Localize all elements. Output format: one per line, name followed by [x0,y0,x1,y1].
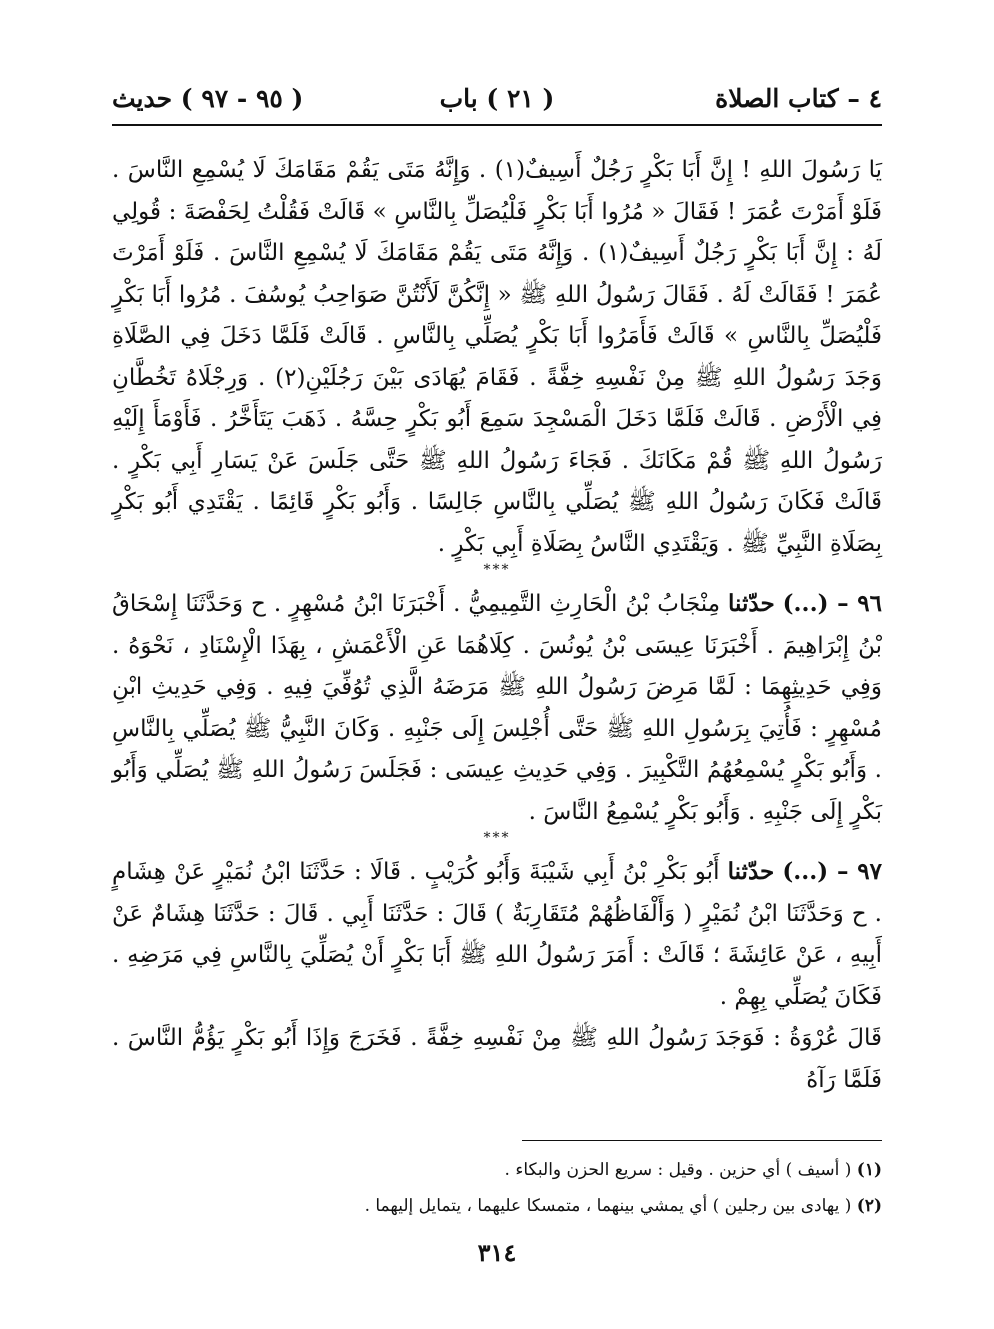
hadith-opening: حدّثنا [727,858,775,885]
hadith-96 [112,583,882,833]
footnote [112,1152,882,1188]
running-header [112,78,882,126]
hadith-97-continuation: قَالَ عُرْوَةُ : فَوَجَدَ رَسُولُ اللهِ ﷺ مِنْ نَفْسِهِ خِفَّةً . فَخَرَجَ وَإِذَا أَبُو بَكْرٍ يَؤُمُّ النَّاسَ . فَلَمَّا رَآهُ [112,1025,882,1093]
hadith-text: مِنْجَابُ بْنُ الْحَارِثِ التَّمِيمِيُّ . أَخْبَرَنَا ابْنُ مُسْهِرٍ . ح وَحَدَّثَنَا إِسْحَاقُ بْنُ إِبْرَاهِيمَ . أَخْبَرَنَا عِيسَى بْنُ يُونُسَ . كِلَاهُمَا عَنِ الْأَعْمَشِ ، بِهَذَا الْإِسْنَادِ ، نَحْوَهُ . وَفِي حَدِيثِهِمَا : لَمَّا مَرِضَ رَسُولُ اللهِ ﷺ مَرَضَهُ الَّذِي تُوُفِّيَ فِيهِ . وَفِي حَدِيثِ ابْنِ مُسْهِرٍ : فَأُتِيَ بِرَسُولِ اللهِ ﷺ حَتَّى أُجْلِسَ إِلَى جَنْبِهِ . وَكَانَ النَّبِيُّ ﷺ يُصَلِّي بِالنَّاسِ . وَأَبُو بَكْرٍ يُسْمِعُهُمُ التَّكْبِيرَ . وَفِي حَدِيثِ عِيسَى : فَجَلَسَ رَسُولُ اللهِ ﷺ يُصَلِّي وَأَبُو بَكْرٍ إِلَى جَنْبِهِ . وَأَبُو بَكْرٍ يُسْمِعُ النَّاسَ . [112,591,882,825]
hadith-97 [112,851,882,1018]
hadith-number: ٩٧ – (...) [782,858,882,885]
hadith-text: أَبُو بَكْرِ بْنُ أَبِي شَيْبَةَ وَأَبُو كُرَيْبٍ . قَالَا : حَدَّثَنَا ابْنُ نُمَيْرٍ عَنْ هِشَامٍ . ح وَحَدَّثَنَا ابْنُ نُمَيْرٍ ( وَأَلْفَاظُهُمْ مُتَقَارِبَةٌ ) قَالَ : حَدَّثَنَا أَبِي . قَالَ : حَدَّثَنَا هِشَامٌ عَنْ أَبِيهِ ، عَنْ عَائِشَةَ ؛ قَالَتْ : أَمَرَ رَسُولُ اللهِ ﷺ أَبَا بَكْرٍ أَنْ يُصَلِّيَ بِالنَّاسِ فِي مَرَضِهِ . فَكَانَ يُصَلِّي بِهِمْ . [112,859,882,1010]
section-separator: *** [483,562,511,578]
footnote-number: (٢) [856,1196,882,1216]
footnote [112,1188,882,1224]
footnote-number: (١) [856,1160,882,1180]
footnote-divider [522,1140,882,1141]
hadith-opening: حدّثنا [728,590,775,617]
main-text [112,150,882,1101]
page-number: ٣١٤ [477,1238,517,1267]
paragraph-continuation: يَا رَسُولَ اللهِ ! إِنَّ أَبَا بَكْرٍ رَجُلٌ أَسِيفٌ(١) . وَإِنَّهُ مَتَى يَقُمْ مَقَامَكَ لَا يُسْمِعِ النَّاسَ . فَلَوْ أَمَرْتَ عُمَرَ ! فَقَالَ « مُرُوا أَبَا بَكْرٍ فَلْيُصَلِّ بِالنَّاسِ » قَالَتْ فَقُلْتُ لِحَفْصَةَ : قُولِي لَهُ : إِنَّ أَبَا بَكْرٍ رَجُلٌ أَسِيفٌ(١) . وَإِنَّهُ مَتَى يَقُمْ مَقَامَكَ لَا يُسْمِعِ النَّاسَ . فَلَوْ أَمَرْتَ عُمَرَ ! فَقَالَتْ لَهُ . فَقَالَ رَسُولُ اللهِ ﷺ « إِنَّكُنَّ لَأَنْتُنَّ صَوَاحِبُ يُوسُفَ . مُرُوا أَبَا بَكْرٍ فَلْيُصَلِّ بِالنَّاسِ » قَالَتْ فَأَمَرُوا أَبَا بَكْرٍ يُصَلِّي بِالنَّاسِ . قَالَتْ فَلَمَّا دَخَلَ فِي الصَّلَاةِ وَجَدَ رَسُولُ اللهِ ﷺ مِنْ نَفْسِهِ خِفَّةً . فَقَامَ يُهَادَى بَيْنَ رَجُلَيْنِ(٢) . وَرِجْلَاهُ تَخُطَّانِ فِي الْأَرْضِ . قَالَتْ فَلَمَّا دَخَلَ الْمَسْجِدَ سَمِعَ أَبُو بَكْرٍ حِسَّهُ . ذَهَبَ يَتَأَخَّرُ . فَأَوْمَأَ إِلَيْهِ رَسُولُ اللهِ ﷺ قُمْ مَكَانَكَ . فَجَاءَ رَسُولُ اللهِ ﷺ حَتَّى جَلَسَ عَنْ يَسَارِ أَبِي بَكْرٍ . قَالَتْ فَكَانَ رَسُولُ اللهِ ﷺ يُصَلِّي بِالنَّاسِ جَالِسًا . وَأَبُو بَكْرٍ قَائِمًا . يَقْتَدِي أَبُو بَكْرٍ بِصَلَاةِ النَّبِيِّ ﷺ . وَيَقْتَدِي النَّاسُ بِصَلَاةِ أَبِي بَكْرٍ . [112,157,882,557]
hadith-range: ( ٩٥ - ٩٧ ) حديث [112,84,304,113]
section-title: ( ٢١ ) باب [439,84,555,113]
footnote-text: ( يهادى بين رجلين ) أي يمشي بينهما ، متمسكا عليهما ، يتمايل إليهما . [364,1196,852,1216]
footnotes [112,1152,882,1224]
section-separator: *** [483,830,511,846]
footnote-text: ( أسيف ) أي حزين . وقيل : سريع الحزن والبكاء . [504,1160,852,1180]
chapter-title: ٤ – كتاب الصلاة [715,84,882,113]
hadith-number: ٩٦ – (...) [782,590,883,617]
